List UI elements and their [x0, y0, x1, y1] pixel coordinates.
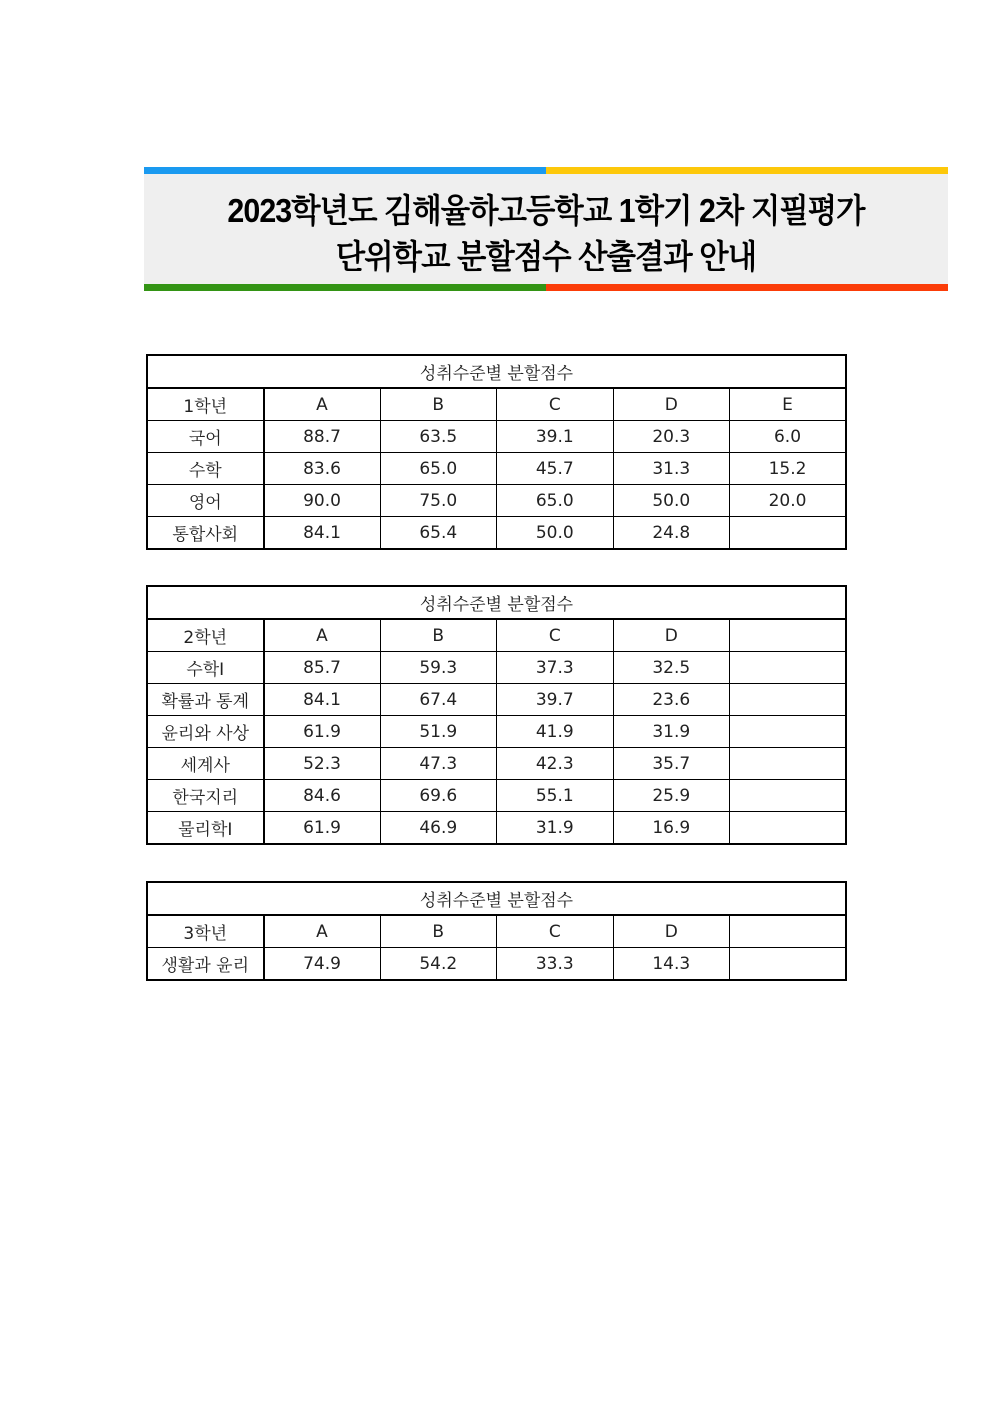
- score-cell: 24.8: [613, 517, 730, 550]
- score-cell: 59.3: [380, 652, 497, 684]
- table-header-row: [147, 915, 846, 948]
- title-line-1: 2023학년도 김해율하고등학교 1학기 2차 지필평가: [227, 192, 865, 229]
- score-cell: 31.9: [613, 716, 730, 748]
- table-row: [147, 684, 846, 716]
- score-cell: 25.9: [613, 780, 730, 812]
- cut-score-table-grade-2: [146, 585, 847, 845]
- cut-score-table-grade-1: [146, 354, 847, 550]
- column-header: C: [497, 388, 614, 421]
- score-cell: 35.7: [613, 748, 730, 780]
- table-row: [147, 748, 846, 780]
- column-header: C: [497, 619, 614, 652]
- score-cell: 32.5: [613, 652, 730, 684]
- column-header: A: [264, 915, 381, 948]
- score-cell: 84.1: [264, 684, 381, 716]
- column-header: B: [380, 388, 497, 421]
- column-header: B: [380, 915, 497, 948]
- table-caption-row: [147, 586, 846, 619]
- subject-cell: 국어: [147, 421, 264, 453]
- accent-bar-green: [144, 284, 546, 291]
- table-row: [147, 421, 846, 453]
- score-cell: 46.9: [380, 812, 497, 845]
- score-cell: 90.0: [264, 485, 381, 517]
- score-cell: [730, 748, 847, 780]
- score-cell: 69.6: [380, 780, 497, 812]
- subject-cell: 윤리와 사상: [147, 716, 264, 748]
- table-row: [147, 652, 846, 684]
- table-row: [147, 948, 846, 981]
- score-cell: 61.9: [264, 812, 381, 845]
- subject-cell: 세계사: [147, 748, 264, 780]
- score-cell: 20.0: [730, 485, 847, 517]
- score-cell: [730, 716, 847, 748]
- score-cell: 31.3: [613, 453, 730, 485]
- table-caption: 성취수준별 분할점수: [147, 586, 846, 619]
- score-cell: 65.0: [497, 485, 614, 517]
- column-header: D: [613, 619, 730, 652]
- score-cell: 16.9: [613, 812, 730, 845]
- column-header: [730, 915, 847, 948]
- score-cell: 83.6: [264, 453, 381, 485]
- score-cell: [730, 780, 847, 812]
- subject-cell: 수학: [147, 453, 264, 485]
- score-cell: [730, 684, 847, 716]
- score-cell: 14.3: [613, 948, 730, 981]
- table-header-row: [147, 388, 846, 421]
- score-cell: 74.9: [264, 948, 381, 981]
- score-cell: 51.9: [380, 716, 497, 748]
- score-cell: 67.4: [380, 684, 497, 716]
- column-header: E: [730, 388, 847, 421]
- document-title-banner: [144, 167, 948, 291]
- grade-label: 3학년: [147, 915, 264, 948]
- score-cell: [730, 812, 847, 845]
- column-header: B: [380, 619, 497, 652]
- score-cell: 23.6: [613, 684, 730, 716]
- score-cell: 45.7: [497, 453, 614, 485]
- score-cell: 52.3: [264, 748, 381, 780]
- score-cell: 31.9: [497, 812, 614, 845]
- score-cell: 63.5: [380, 421, 497, 453]
- score-cell: 47.3: [380, 748, 497, 780]
- score-cell: 75.0: [380, 485, 497, 517]
- column-header: A: [264, 619, 381, 652]
- score-cell: 39.1: [497, 421, 614, 453]
- column-header: A: [264, 388, 381, 421]
- score-cell: [730, 517, 847, 550]
- grade-label: 2학년: [147, 619, 264, 652]
- accent-bar-red: [546, 284, 948, 291]
- table-row: [147, 716, 846, 748]
- subject-cell: 통합사회: [147, 517, 264, 550]
- score-cell: 84.6: [264, 780, 381, 812]
- column-header: C: [497, 915, 614, 948]
- score-cell: 88.7: [264, 421, 381, 453]
- subject-cell: 영어: [147, 485, 264, 517]
- accent-bar-blue: [144, 167, 546, 174]
- subject-cell: 생활과 윤리: [147, 948, 264, 981]
- score-cell: 37.3: [497, 652, 614, 684]
- score-cell: 84.1: [264, 517, 381, 550]
- score-cell: 55.1: [497, 780, 614, 812]
- score-cell: 65.0: [380, 453, 497, 485]
- score-cell: 50.0: [613, 485, 730, 517]
- table-caption-row: [147, 355, 846, 388]
- table-caption: 성취수준별 분할점수: [147, 355, 846, 388]
- subject-cell: 확률과 통계: [147, 684, 264, 716]
- table-row: [147, 485, 846, 517]
- accent-bar-yellow: [546, 167, 948, 174]
- score-cell: [730, 652, 847, 684]
- column-header: D: [613, 915, 730, 948]
- table-caption: 성취수준별 분할점수: [147, 882, 846, 915]
- subject-cell: 수학Ⅰ: [147, 652, 264, 684]
- score-cell: 15.2: [730, 453, 847, 485]
- score-cell: 65.4: [380, 517, 497, 550]
- title-line-2: 단위학교 분할점수 산출결과 안내: [335, 238, 757, 275]
- table-row: [147, 780, 846, 812]
- score-cell: 61.9: [264, 716, 381, 748]
- table-caption-row: [147, 882, 846, 915]
- column-header: [730, 619, 847, 652]
- score-cell: 85.7: [264, 652, 381, 684]
- score-cell: 50.0: [497, 517, 614, 550]
- score-cell: 39.7: [497, 684, 614, 716]
- column-header: D: [613, 388, 730, 421]
- score-cell: [730, 948, 847, 981]
- subject-cell: 물리학Ⅰ: [147, 812, 264, 845]
- table-row: [147, 812, 846, 845]
- score-cell: 20.3: [613, 421, 730, 453]
- score-cell: 41.9: [497, 716, 614, 748]
- cut-score-table-grade-3: [146, 881, 847, 981]
- table-row: [147, 453, 846, 485]
- score-cell: 6.0: [730, 421, 847, 453]
- grade-label: 1학년: [147, 388, 264, 421]
- table-row: [147, 517, 846, 550]
- score-cell: 42.3: [497, 748, 614, 780]
- table-header-row: [147, 619, 846, 652]
- score-cell: 54.2: [380, 948, 497, 981]
- subject-cell: 한국지리: [147, 780, 264, 812]
- score-cell: 33.3: [497, 948, 614, 981]
